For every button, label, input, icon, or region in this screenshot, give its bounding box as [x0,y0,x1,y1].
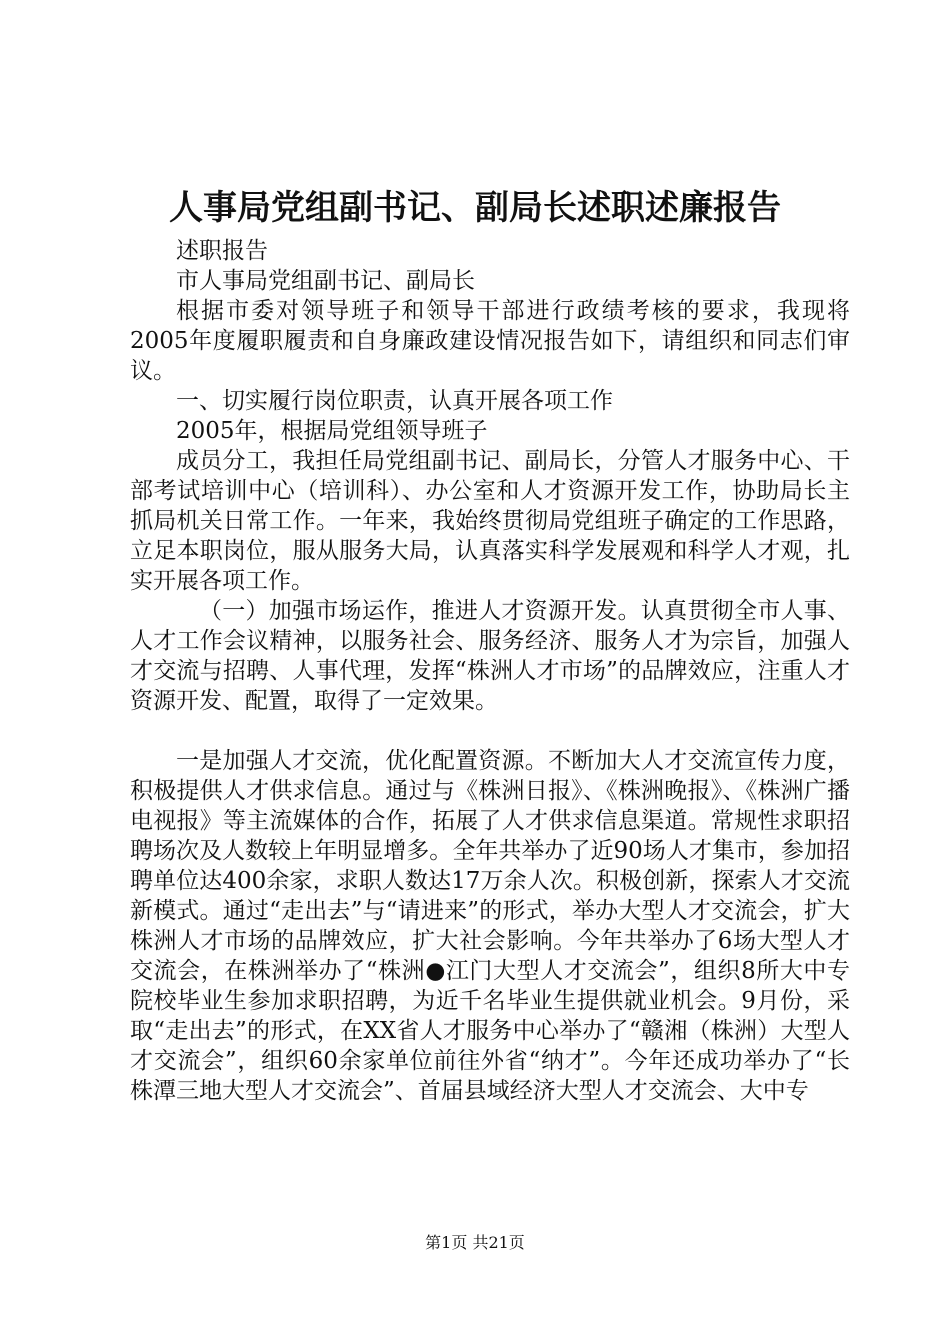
paragraph-report-label: 述职报告 [176,238,268,264]
document-title: 人事局党组副书记、副局长述职述廉报告 [169,188,781,228]
paragraph-intro: 根据市委对领导班子和领导干部进行政绩考核的要求，我现将2005年度履职履责和自身廉政建设情况报告如下，请组织和同志们审议。 [130,298,850,384]
paragraph-author-position: 市人事局党组副书记、副局长 [176,268,475,294]
paragraph-duties: 成员分工，我担任局党组副书记、副局长，分管人才服务中心、干部考试培训中心（培训科）、办公室和人才资源开发工作，协助局长主抓局机关日常工作。一年来，我始终贯彻局党组班子确定的工作思路，立足本职岗位，服从服务大局，认真落实科学发展观和科学人才观，扎实开展各项工作。 [130,448,850,594]
document-body [130,236,850,1106]
section-heading-1: 一、切实履行岗位职责，认真开展各项工作 [176,388,613,414]
paragraph-market-operation: （一）加强市场运作，推进人才资源开发。认真贯彻全市人事、人才工作会议精神，以服务社会、服务经济、服务人才为宗旨，加强人才交流与招聘、人事代理，发挥“株洲人才市场”的品牌效应，注重人才资源开发、配置，取得了一定效果。 [130,598,850,714]
page-footer: 第1页 共21页 [425,1233,525,1252]
paragraph-gap [130,716,850,746]
paragraph-talent-exchange: 一是加强人才交流，优化配置资源。不断加大人才交流宣传力度，积极提供人才供求信息。通过与《株洲日报》、《株洲晚报》、《株洲广播电视报》等主流媒体的合作，拓展了人才供求信息渠道。常规性求职招聘场次及人数较上年明显增多。全年共举办了近90场人才集市，参加招聘单位达400余家，求职人数达17万余人次。积极创新，探索人才交流新模式。通过“走出去”与“请进来”的形式，举办大型人才交流会，扩大株洲人才市场的品牌效应，扩大社会影响。今年共举办了6场大型人才交流会，在株洲举办了“株洲●江门大型人才交流会”，组织8所大中专院校毕业生参加求职招聘，为近千名毕业生提供就业机会。9月份，采取“走出去”的形式，在XX省人才服务中心举办了“赣湘（株洲）大型人才交流会”，组织60余家单位前往外省“纳才”。今年还成功举办了“长株潭三地大型人才交流会”、首届县域经济大型人才交流会、大中专 [130,748,850,1104]
paragraph-2005: 2005年，根据局党组领导班子 [176,418,488,444]
